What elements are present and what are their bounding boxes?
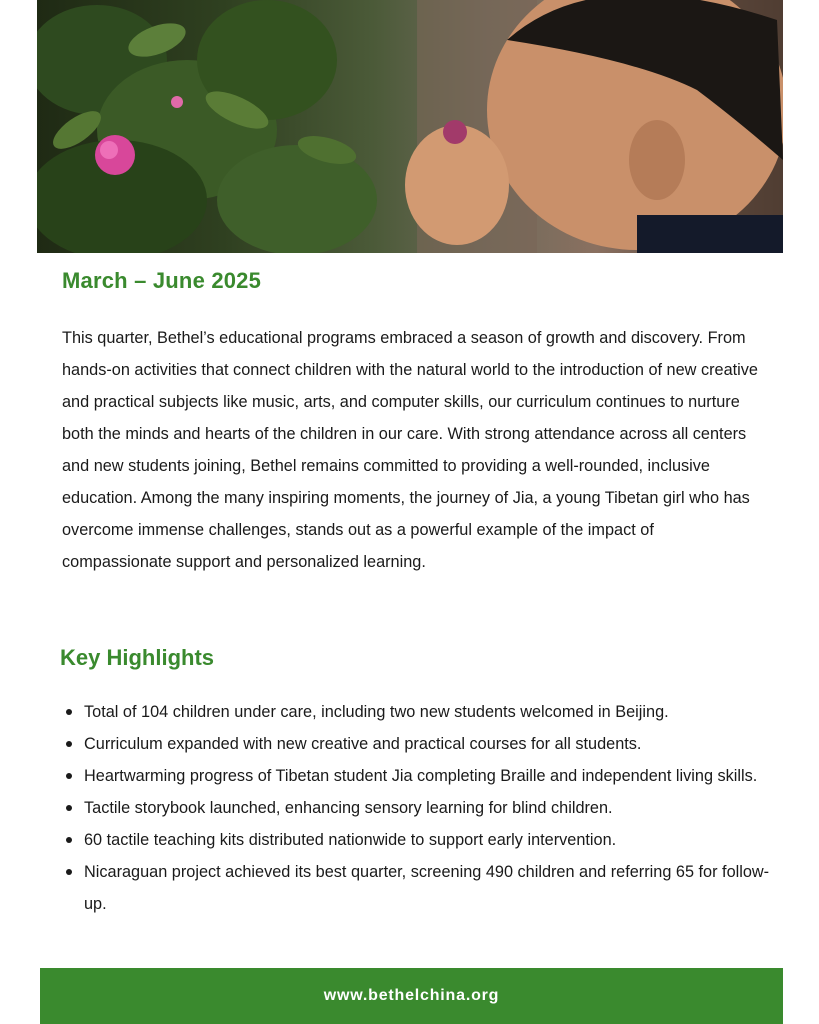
key-highlights-title: Key Highlights [60, 645, 215, 670]
footer-bar [40, 968, 783, 1024]
list-item: Nicaraguan project achieved its best quarter, screening 490 children and referring 65 for follow-up. [62, 856, 772, 920]
list-item: Curriculum expanded with new creative and practical courses for all students. [62, 728, 772, 760]
child-smelling-flower-photo-icon [37, 0, 783, 253]
list-item: Total of 104 children under care, including two new students welcomed in Beijing. [62, 696, 772, 728]
list-item: Tactile storybook launched, enhancing sensory learning for blind children. [62, 792, 772, 824]
intro-paragraph: This quarter, Bethel’s educational programs embraced a season of growth and discovery. From hands-on activities that connect children with the natural world to the introduction of new creative and practical subjects like music, arts, and computer skills, our curriculum continues to nurture both the minds and hearts of the children in our care. With strong attendance across all centers and new students joining, Bethel remains committed to providing a well-rounded, inclusive education. Among the many inspiring moments, the journey of Jia, a young Tibetan girl who has overcome immense challenges, stands out as a powerful example of the impact of compassionate support and personalized learning. [62, 329, 758, 571]
list-item: Heartwarming progress of Tibetan student Jia completing Braille and independent living skills. [62, 760, 772, 792]
hero-photo [37, 0, 783, 253]
date-heading: March – June 2025 [62, 268, 262, 293]
list-item: 60 tactile teaching kits distributed nationwide to support early intervention. [62, 824, 772, 856]
website-link[interactable]: www.bethelchina.org [323, 987, 500, 1004]
highlights-list [62, 696, 772, 920]
